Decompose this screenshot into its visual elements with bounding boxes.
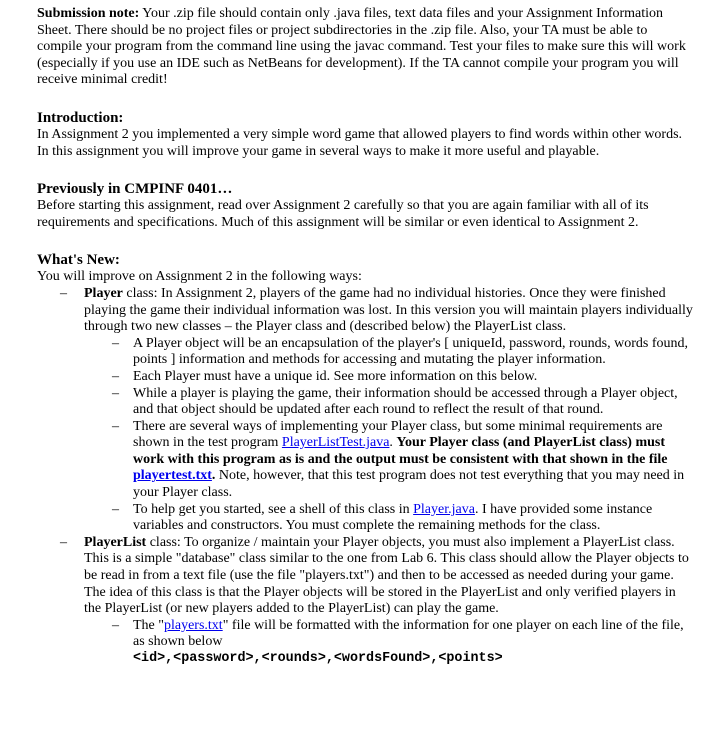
introduction-heading: Introduction: [37, 109, 124, 126]
player-bullet-3: – While a player is playing the game, their information should be accessed through a Player object, and that object should be updated after each round to reflect the result of that round. [112, 385, 678, 418]
whats-new-section [37, 251, 695, 667]
player-bullet-1: – A Player object will be an encapsulation of the player's [ uniqueId, password, rounds, words found, points ] information and methods for accessing and mutating the player information. [112, 335, 689, 368]
whats-new-intro: You will improve on Assignment 2 in the following ways: [37, 269, 362, 285]
previously-section [37, 180, 695, 231]
players-txt-link[interactable]: players.txt [163, 617, 223, 633]
submission-text: Your .zip file should contain only .java files, text data files and your Assignment Information Sheet. There should be no project files or project subdirectories in the .zip file. Also, your TA must be able to compile your program from the command line using the javac command. Test your files to make sure this will work (especially if you use an IDE such as NetBeans for development). If the TA cannot compile your program you will receive minimal credit! [37, 6, 686, 88]
player-bullet-4: – There are several ways of implementing your Player class, but some minimal requirements are shown in the test program PlayerListTest.java. Your Player class (and PlayerList class) must work with this program as is and the output must be consistent with that shown in the file playertest.txt. Note, however, that this test program does not test everything that you may need in your Player class. [112, 418, 685, 501]
dash-bullet: – [112, 501, 119, 517]
previously-heading: Previously in CMPINF 0401… [37, 181, 233, 198]
introduction-text: In Assignment 2 you implemented a very simple word game that allowed players to find words within other words. In this assignment you will improve your game in several ways to make it more useful and playable. [37, 126, 683, 159]
playerlist-class-text: PlayerList class: To organize / maintain your Player objects, you must also implement a PlayerList class. This is a simple "database" class similar to the one from Lab 6. This class should allow the Player objects to be read in from a text file (use the file "players.txt") and then to be accessed as needed during your game. The idea of this class is that the Player objects will be stored in the PlayerList and only verified players in the PlayerList (or new players added to the PlayerList) can play the game. [84, 534, 689, 617]
playertest-link[interactable]: playertest.txt [133, 468, 212, 484]
introduction-section [37, 109, 695, 160]
player-class-text: Player class: In Assignment 2, players of the game had no individual histories. Once they were finished playing the game their individual information was lost. In this version you will maintain players individually through two new classes – the Player class and (described below) the PlayerList class. [84, 285, 693, 335]
player-class-item [37, 286, 695, 336]
player-java-link[interactable]: Player.java [413, 501, 475, 517]
player-bullet-5: – To help get you started, see a shell of this class in Player.java. I have provided some instance variables and constructors. You must complete the remaining methods for the class. [112, 501, 653, 534]
playerlist-label: PlayerList [84, 534, 147, 550]
dash-bullet: – [60, 285, 67, 301]
dash-bullet: – [60, 534, 67, 550]
dash-bullet: – [112, 385, 119, 401]
player-bullet-2: – Each Player must have a unique id. See more information on this below. [112, 368, 538, 384]
playerlist-bullet-1: – The "players.txt" file will be formatted with the information for one player on each line of the file, as shown below <id>,<password>,<rounds>,<wordsFound>,<points> [37, 618, 695, 668]
dash-bullet: – [112, 418, 119, 434]
dash-bullet: – [112, 368, 119, 384]
file-format-line: <id>,<password>,<rounds>,<wordsFound>,<points> [133, 651, 503, 666]
whats-new-heading: What's New: [37, 252, 120, 269]
submission-note [37, 6, 695, 89]
playerlisttest-link[interactable]: PlayerListTest.java [281, 435, 390, 451]
submission-label: Submission note: [37, 6, 140, 21]
player-label: Player [84, 285, 123, 301]
playerlist-class-item [37, 535, 695, 618]
dash-bullet: – [112, 617, 119, 633]
previously-text: Before starting this assignment, read over Assignment 2 carefully so that you are again familiar with all of its requirements and specifications. Much of this assignment will be similar or even identical to Assignment 2. [37, 198, 649, 230]
dash-bullet: – [112, 335, 119, 351]
